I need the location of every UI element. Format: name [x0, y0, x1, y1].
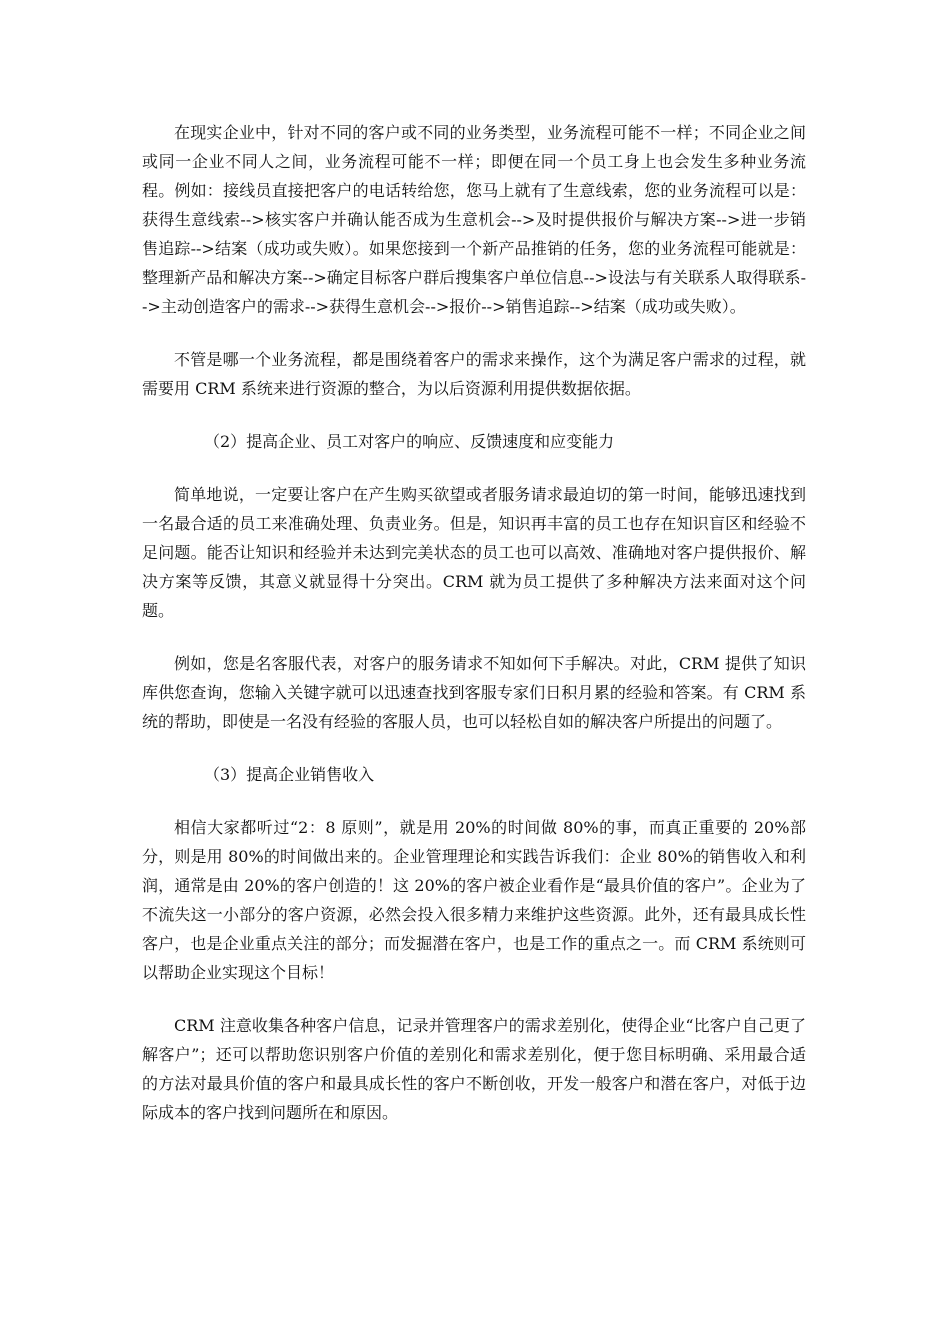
paragraph-knowledge-base-example: 例如，您是名客服代表，对客户的服务请求不知如何下手解决。对此，CRM 提供了知识库供您查询，您输入关键字就可以迅速查找到客服专家们日积月累的经验和答案。有 CRM 系统的帮助，即使是一名没有经验的客服人员，也可以轻松自如的解决客户所提出的问题了。 — [142, 654, 806, 731]
paragraph-eighty-twenty-rule: 相信大家都听过“2：8 原则”，就是用 20%的时间做 80%的事，而真正重要的 20%部分，则是用 80%的时间做出来的。企业管理理论和实践告诉我们：企业 80%的销售收入和利润，通常是由 20%的客户创造的！这 20%的客户被企业看作是“最具价值的客户”。企业为了不流失这一小部分的客户资源，必然会投入很多精力来维护这些资源。此外，还有最具成长性客户，也是企业重点关注的部分；而发掘潜在客户，也是工作的重点之一。而 CRM 系统则可以帮助企业实现这个目标！ — [142, 818, 806, 982]
section-heading-response-speed: （2）提高企业、员工对客户的响应、反馈速度和应变能力 — [204, 432, 615, 451]
section-heading-sales-revenue: （3）提高企业销售收入 — [204, 765, 375, 784]
document-body — [142, 118, 806, 1127]
paragraph-crm-resource-integration: 不管是哪一个业务流程，都是围绕着客户的需求来操作，这个为满足客户需求的过程，就需要用 CRM 系统来进行资源的整合，为以后资源利用提供数据依据。 — [142, 350, 806, 398]
paragraph-business-process: 在现实企业中，针对不同的客户或不同的业务类型，业务流程可能不一样；不同企业之间或同一企业不同人之间，业务流程可能不一样；即便在同一个员工身上也会发生多种业务流程。例如：接线员直接把客户的电话转给您，您马上就有了生意线索，您的业务流程可以是：获得生意线索-->核实客户并确认能否成为生意机会-->及时提供报价与解决方案-->进一步销售追踪-->结案（成功或失败）。如果您接到一个新产品推销的任务，您的业务流程可能就是：整理新产品和解决方案-->确定目标客户群后搜集客户单位信息-->设法与有关联系人取得联系-->主动创造客户的需求-->获得生意机会-->报价-->销售追踪-->结案（成功或失败）。 — [142, 123, 806, 316]
paragraph-customer-information: CRM 注意收集各种客户信息，记录并管理客户的需求差别化，使得企业“比客户自己更了解客户”；还可以帮助您识别客户价值的差别化和需求差别化，便于您目标明确、采用最合适的方法对最具价值的客户和最具成长性的客户不断创收，开发一般客户和潜在客户，对低于边际成本的客户找到问题所在和原因。 — [142, 1016, 806, 1122]
paragraph-employee-response: 简单地说，一定要让客户在产生购买欲望或者服务请求最迫切的第一时间，能够迅速找到一名最合适的员工来准确处理、负责业务。但是，知识再丰富的员工也存在知识盲区和经验不足问题。能否让知识和经验并未达到完美状态的员工也可以高效、准确地对客户提供报价、解决方案等反馈，其意义就显得十分突出。CRM 就为员工提供了多种解决方法来面对这个问题。 — [142, 485, 806, 620]
